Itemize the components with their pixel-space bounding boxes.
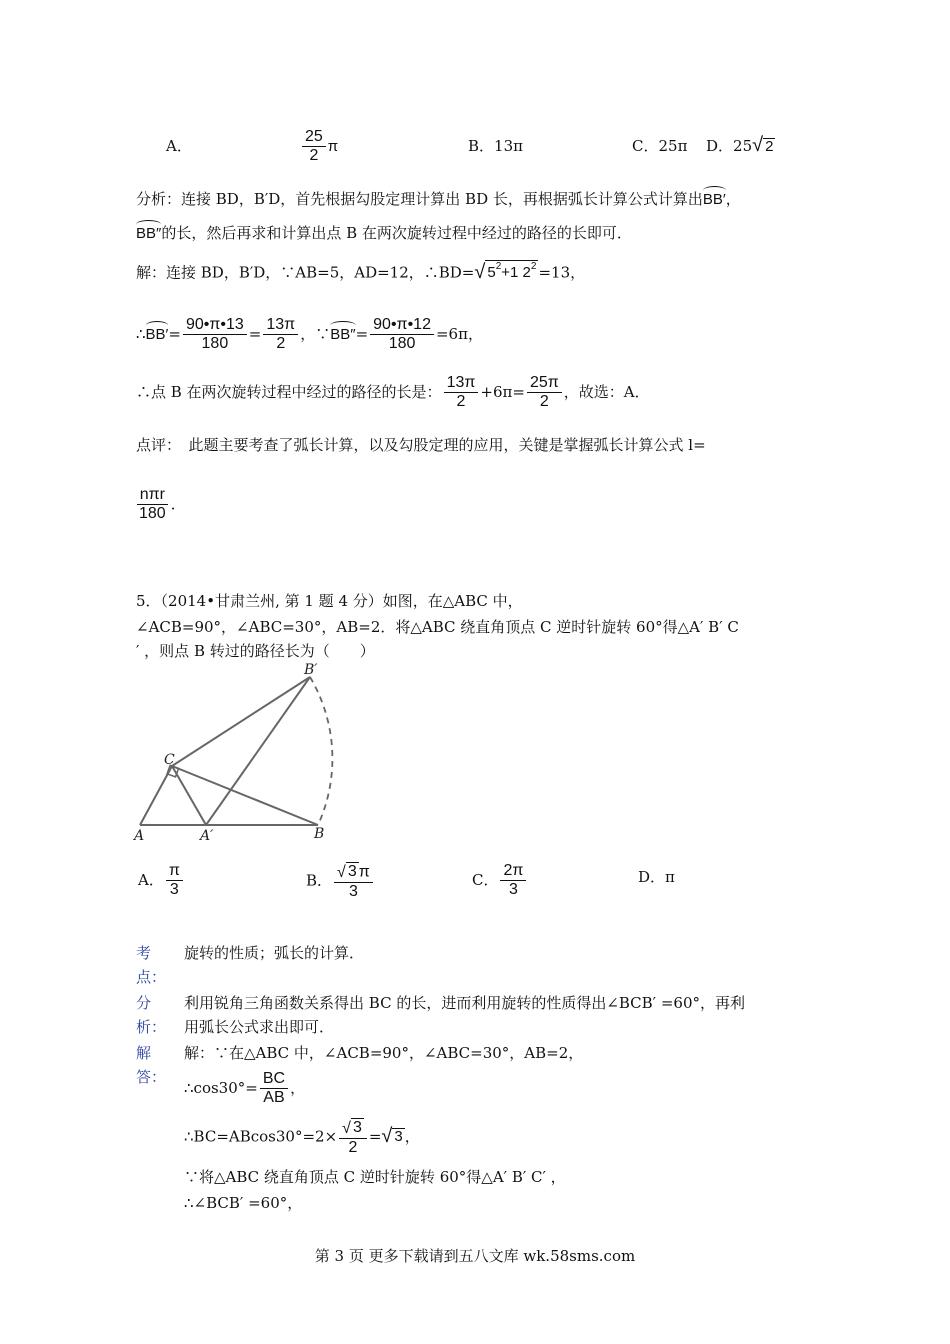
segment-ac xyxy=(140,766,172,825)
q5-stem-line3: ′ ，则点 B 转过的路径长为（ ） xyxy=(136,642,375,660)
segment-cb-prime xyxy=(172,677,310,766)
kaodian-text: 旋转的性质；弧长的计算． xyxy=(184,944,365,962)
arc-bb-double-prime: BB″ xyxy=(136,220,161,243)
prev-option-c: C．25π xyxy=(632,137,688,155)
q5-option-d: D．π xyxy=(638,868,675,886)
segment-ca-prime xyxy=(172,766,206,825)
label-b: B xyxy=(314,826,325,842)
q5-option-c: C． $\frac{2\pi}{3}$ xyxy=(472,862,528,900)
label-c: C xyxy=(164,752,175,768)
q5-figure xyxy=(130,660,370,850)
jieda-line3: ∴BC=ABcos30°=2× √ 3 2 = √ 3 ， xyxy=(184,1119,420,1156)
q5-stem-line2: ∠ACB=90°，∠ABC=30°，AB=2．将△ABC 绕直角顶点 C 逆时针旋转 60°得△A′ B′ C xyxy=(136,618,739,636)
prev-option-d: D．25 √ 2 xyxy=(706,134,774,156)
segment-cb xyxy=(172,766,318,825)
prev-solution-line1: 解：连接 BD，B′D，∵AB=5，AD=12，∴BD= √ $5^2+1$ $2^2$ =13， xyxy=(136,260,586,283)
label-a: A xyxy=(134,828,145,844)
kaodian-label-1: 考 xyxy=(136,944,152,962)
jieda-label-1: 解 xyxy=(136,1044,152,1062)
prev-solution-line2: ∴BB′= $\frac{90•\pi•13}{180}$ = $\frac{13\pi}{2}$ ，∵BB″= $\frac{90•\pi•12}{180}$ =6π， xyxy=(136,316,483,353)
jieda-line5: ∴∠BCB′ =60°， xyxy=(184,1194,303,1212)
label-b-prime: B′ xyxy=(304,662,318,678)
segment-a-prime-b-prime xyxy=(206,677,310,825)
prev-analysis-line2: BB″的长，然后再求和计算出点 B 在两次旋转过程中经过的路径的长即可． xyxy=(136,220,632,243)
fenxi-label-2: 析： xyxy=(136,1018,167,1036)
jieda-line1: 解：∵在△ABC 中，∠ACB=90°，∠ABC=30°，AB=2， xyxy=(184,1044,584,1062)
fenxi-label-1: 分 xyxy=(136,994,152,1012)
prev-option-a: A． xyxy=(166,137,192,155)
jieda-label-2: 答： xyxy=(136,1068,167,1086)
fenxi-text-2: 用弧长公式求出即可． xyxy=(184,1018,335,1036)
prev-solution-line3: ∴点 B 在两次旋转过程中经过的路径的长是： $\frac{13\pi}{2}$ +6π= $\frac{25\pi}{2}$ ，故选：A． xyxy=(136,374,650,411)
page-footer: 第 3 页 更多下载请到五八文库 wk.58sms.com xyxy=(314,1247,636,1265)
jieda-line4: ∵将△ABC 绕直角顶点 C 逆时针旋转 60°得△A′ B′ C′ ， xyxy=(184,1168,566,1186)
fenxi-text-1: 利用锐角三角函数关系得出 BC 的长，进而利用旋转的性质得出∠BCB′ =60°，再利 xyxy=(184,994,746,1012)
prev-analysis-line1: 分析：连接 BD，B′D，首先根据勾股定理计算出 BD 长，再根据弧长计算公式计算出BB′， xyxy=(136,186,741,209)
rotation-arc xyxy=(310,677,332,825)
q5-stem-line1: 5．（2014•甘肃兰州, 第 1 题 4 分）如图，在△ABC 中， xyxy=(136,592,523,610)
prev-option-a-value: $\frac{25}{2}$ π xyxy=(300,128,338,166)
arc-bb-prime: BB′ xyxy=(703,186,726,209)
kaodian-label-2: 点： xyxy=(136,968,167,986)
label-a-prime: A′ xyxy=(200,828,214,844)
prev-arc-formula: $\frac{\text{nπr}}{180}$ ． xyxy=(134,486,186,524)
q5-option-a: A． $\frac{\pi}{3}$ xyxy=(138,862,185,900)
prev-option-b: B．13π xyxy=(468,137,523,155)
q5-option-b: B． √ 3 π 3 xyxy=(306,862,375,901)
jieda-line2: ∴cos30°= $\frac{BC}{AB}$ ， xyxy=(184,1070,306,1107)
prev-comment: 点评： 此题主要考查了弧长计算，以及勾股定理的应用，关键是掌握弧长计算公式 l= xyxy=(136,436,706,454)
